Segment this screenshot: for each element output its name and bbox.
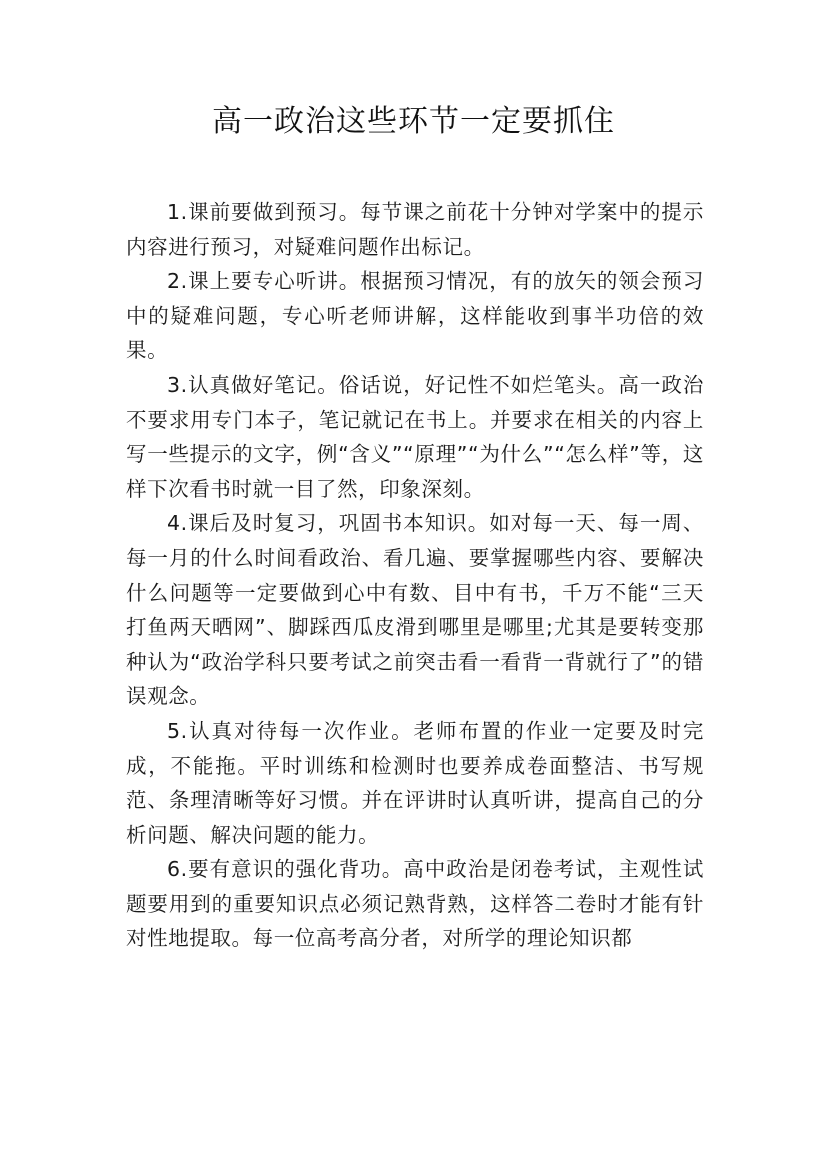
paragraph-2: 2.课上要专心听讲。根据预习情况，有的放矢的领会预习中的疑难问题，专心听老师讲解，这样能收到事半功倍的效果。	[126, 269, 704, 363]
paragraph-5: 5.认真对待每一次作业。老师布置的作业一定要及时完成，不能拖。平时训练和检测时也要养成卷面整洁、书写规范、条理清晰等好习惯。并在评讲时认真听讲，提高自己的分析问题、解决问题的能力。	[126, 718, 704, 847]
paragraph-1: 1.课前要做到预习。每节课之前花十分钟对学案中的提示内容进行预习，对疑难问题作出标记。	[126, 200, 704, 259]
document-body	[126, 195, 704, 956]
document-title: 高一政治这些环节一定要抓住	[212, 104, 615, 139]
paragraph-3: 3.认真做好笔记。俗话说，好记性不如烂笔头。高一政治不要求用专门本子，笔记就记在书上。并要求在相关的内容上写一些提示的文字，例“含义”“原理”“为什么”“怎么样”等，这样下次看书时就一目了然，印象深刻。	[126, 372, 704, 501]
paragraph-6: 6.要有意识的强化背功。高中政治是闭卷考试，主观性试题要用到的重要知识点必须记熟背熟，这样答二卷时才能有针对性地提取。每一位高考高分者，对所学的理论知识都	[126, 857, 704, 951]
paragraph-4: 4.课后及时复习，巩固书本知识。如对每一天、每一周、每一月的什么时间看政治、看几遍、要掌握哪些内容、要解决什么问题等一定要做到心中有数、目中有书，千万不能“三天打鱼两天晒网”、脚踩西瓜皮滑到哪里是哪里;尤其是要转变那种认为“政治学科只要考试之前突击看一看背一背就行了”的错误观念。	[126, 511, 704, 709]
